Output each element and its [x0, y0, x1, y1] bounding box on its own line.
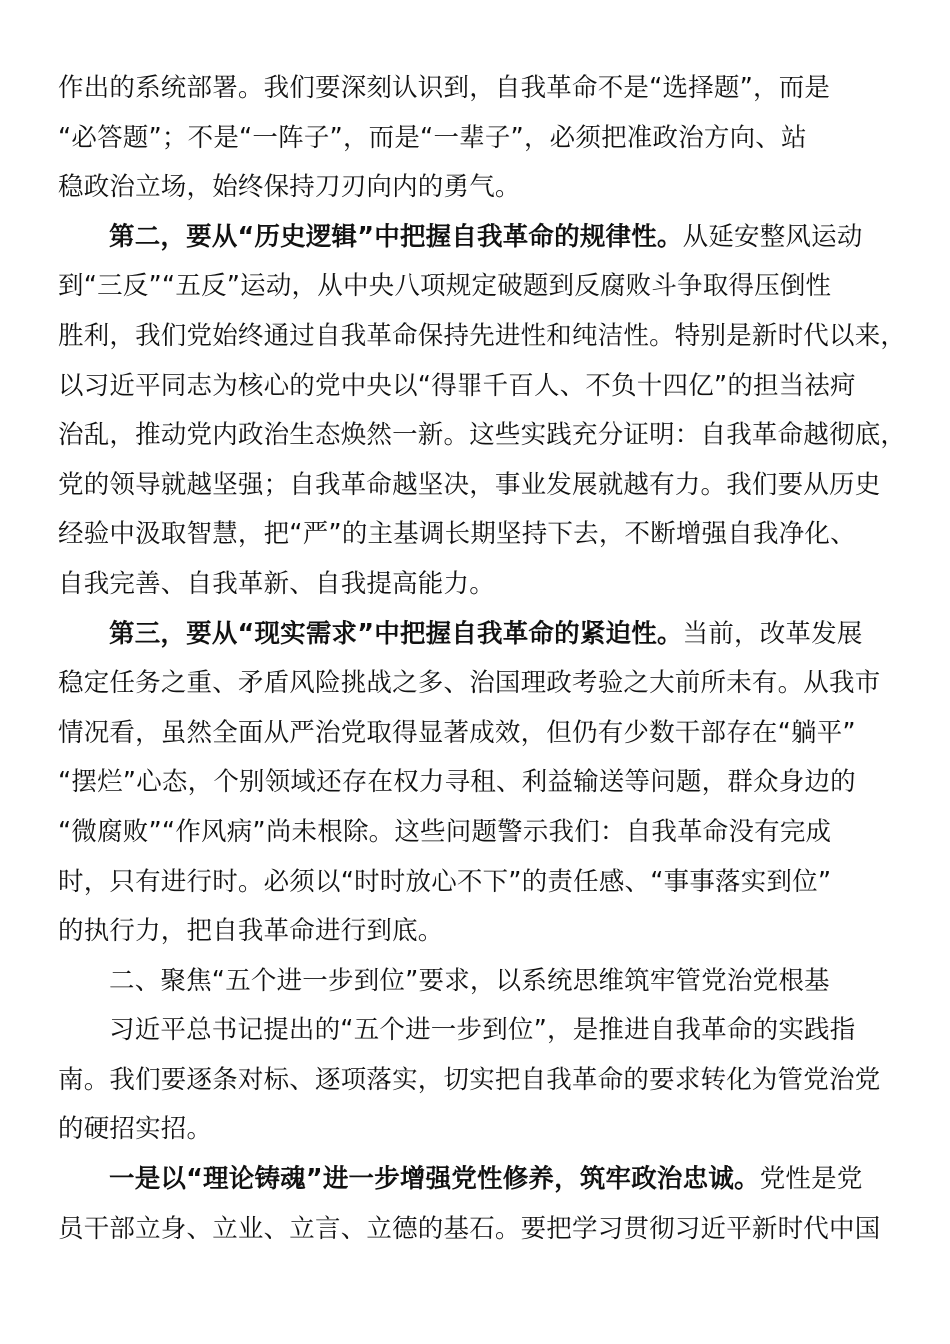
- section-heading-line: [58, 213, 878, 263]
- text-line: “必答题”；不是“一阵子”，而是“一辈子”，必须把准政治方向、站: [58, 122, 807, 153]
- text-line: “摆烂”心态，个别领域还存在权力寻租、利益输送等问题，群众身边的: [58, 767, 856, 798]
- text-line: 情况看，虽然全面从严治党取得显著成效，但仍有少数干部存在“躺平”: [58, 717, 856, 748]
- text-line: 党的领导就越坚强；自我革命越坚决，事业发展就越有力。我们要从历史: [58, 469, 881, 500]
- chapter-heading-line: 二、聚焦“五个进一步到位”要求，以系统思维筑牢管党治党根基: [109, 965, 830, 996]
- text-line: 胜利，我们党始终通过自我革命保持先进性和纯洁性。特别是新时代以来，: [58, 320, 907, 351]
- text-line: 员干部立身、立业、立言、立德的基石。要把学习贯彻习近平新时代中国: [58, 1213, 881, 1244]
- text-line: 稳政治立场，始终保持刀刃向内的勇气。: [58, 172, 521, 203]
- text-line: 稳定任务之重、矛盾风险挑战之多、治国理政考验之大前所未有。从我市: [58, 668, 881, 699]
- text-line: 的硬招实招。: [58, 1114, 213, 1145]
- text-run: 从延安整风运动: [682, 221, 863, 252]
- text-line: 南。我们要逐条对标、逐项落实，切实把自我革命的要求转化为管党治党: [58, 1064, 881, 1095]
- text-line: 作出的系统部署。我们要深刻认识到，自我革命不是“选择题”，而是: [58, 73, 831, 103]
- text-line: 时，只有进行时。必须以“时时放心不下”的责任感、“事事落实到位”: [58, 866, 832, 897]
- text-line: 习近平总书记提出的“五个进一步到位”，是推进自我革命的实践指: [109, 1015, 856, 1046]
- section-heading-line: [58, 610, 878, 660]
- section-heading-line: [58, 1155, 878, 1205]
- text-line: 的执行力，把自我革命进行到底。: [58, 916, 444, 947]
- text-line: 治乱，推动党内政治生态焕然一新。这些实践充分证明：自我革命越彻底，: [58, 420, 907, 451]
- text-run: 当前，改革发展: [682, 618, 863, 649]
- section-heading-bold: 一是以“理论铸魂”进一步增强党性修养，筑牢政治忠诚。: [109, 1164, 760, 1195]
- document-body: [58, 64, 907, 1254]
- text-line: “微腐败”“作风病”尚未根除。这些问题警示我们：自我革命没有完成: [58, 816, 832, 847]
- section-heading-bold: 第三，要从“现实需求”中把握自我革命的紧迫性。: [109, 618, 683, 649]
- text-line: 以习近平同志为核心的党中央以“得罪千百人、不负十四亿”的担当祛疴: [58, 370, 856, 401]
- text-line: 到“三反”“五反”运动，从中央八项规定破题到反腐败斗争取得压倒性: [58, 271, 832, 302]
- section-heading-bold: 第二，要从“历史逻辑”中把握自我革命的规律性。: [109, 221, 683, 252]
- text-run: 党性是党: [759, 1164, 863, 1195]
- text-line: 自我完善、自我革新、自我提高能力。: [58, 568, 495, 599]
- text-line: 经验中汲取智慧，把“严”的主基调长期坚持下去，不断增强自我净化、: [58, 519, 856, 550]
